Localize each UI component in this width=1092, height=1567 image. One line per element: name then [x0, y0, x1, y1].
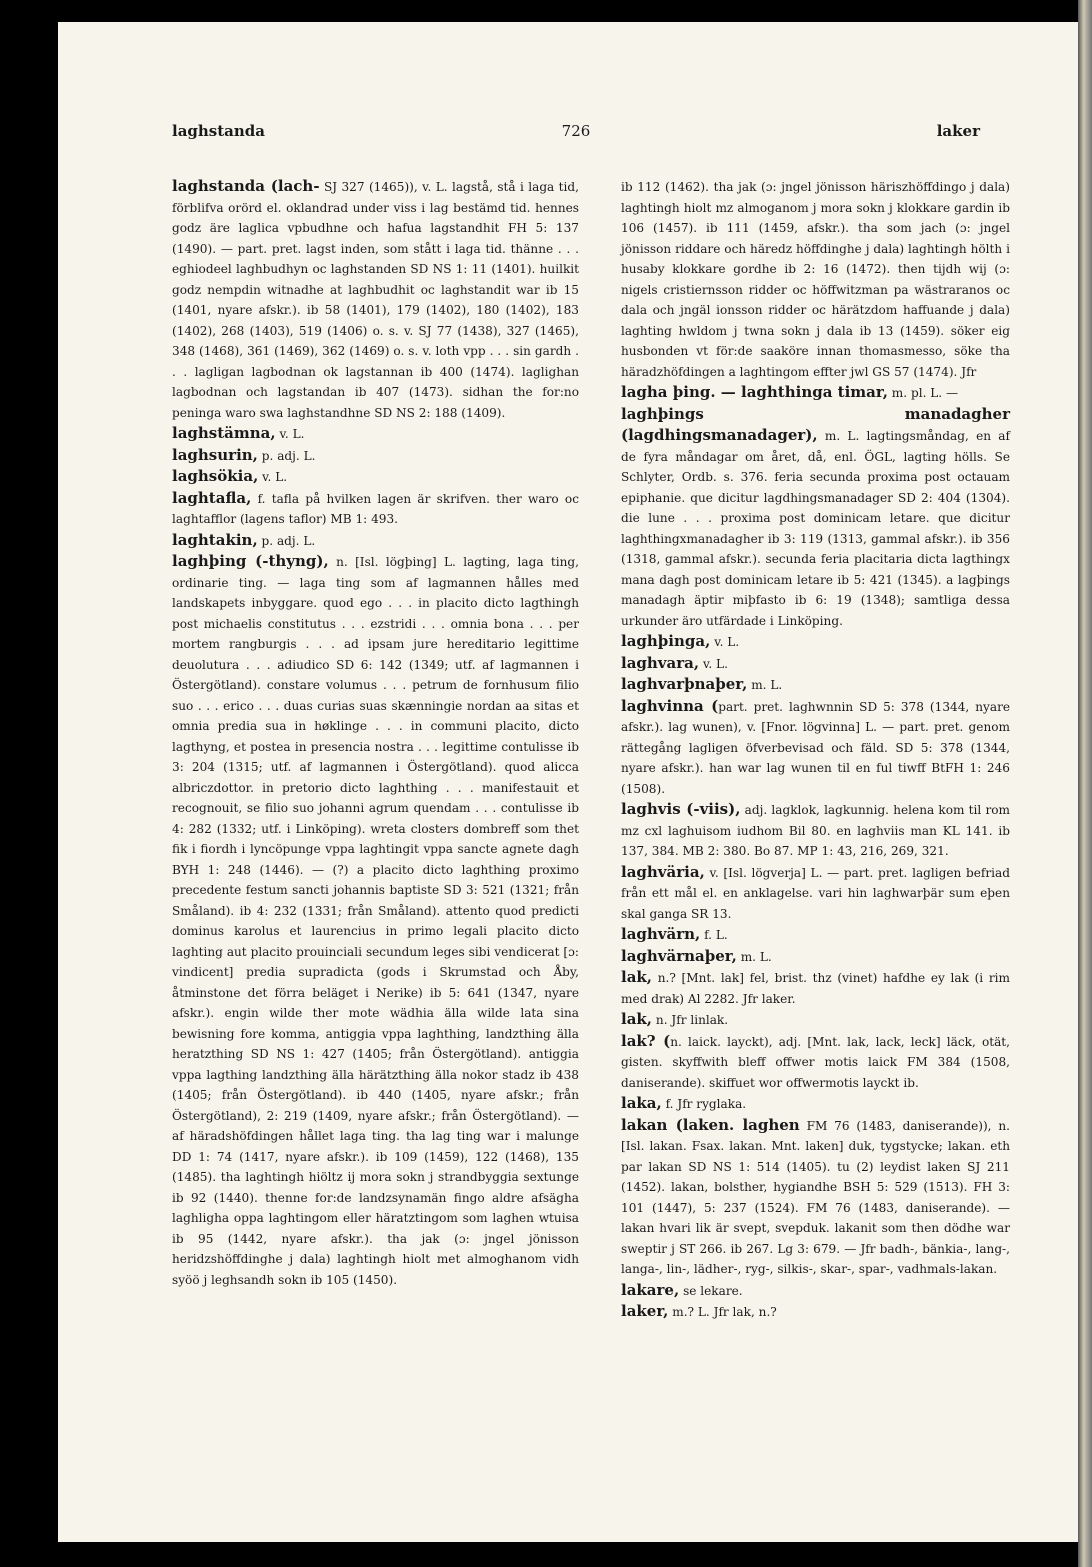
entry [621, 862, 1010, 925]
entry [172, 488, 579, 530]
header-left-guideword: laghstanda [172, 122, 266, 140]
headword: laghvärnaþer, [621, 946, 737, 965]
entry [621, 1009, 1010, 1031]
headword: laghvara, [621, 653, 700, 672]
left-column [172, 176, 579, 1290]
entry [621, 631, 1010, 653]
headword: laghþings manadagher (lagdhingsmanadager), [621, 404, 1010, 444]
entry [621, 674, 1010, 696]
headword: lagha þing. — laghthinga timar, [621, 383, 888, 401]
headword: laghstämna, [172, 424, 276, 442]
entry [621, 1031, 1010, 1094]
entry [172, 445, 579, 467]
headword: lak, [621, 1010, 653, 1028]
headword: laghþinga, [621, 632, 711, 650]
entry-text: v. L. [714, 635, 740, 649]
headword: laghvis (-viis), [621, 800, 741, 818]
entry [621, 1093, 1010, 1115]
page-number: 726 [561, 122, 591, 140]
entry [621, 1115, 1010, 1280]
entry-text: FM 76 (1483, daniserande)), n. [Isl. lakan. Fsax. lakan. Mnt. laken] duk, tygstycke; lakan. eth par lakan SD NS 1: 514 (1405). tu (2) leydist laken SJ 211 (1452). lakan, bolsther, hygiandhe BSH 5: 529 (1513). FH 3: 101 (1447), 5: 237 (1524). FM 76 (1483, daniserande). — lakan hvari lik är svept, svepduk. lakanit som then dödhe war sweptir j ST 266. ib 267. Lg 3: 679. — Jfr badh-, bänkia-, lang-, langa-, lin-, lädher-, ryg-, silkis-, skar-, spar-, vadhmals-lakan. [621, 1118, 1010, 1276]
entry [172, 551, 579, 1290]
entry-text: p. adj. L. [261, 448, 316, 463]
entry [621, 799, 1010, 862]
headword: laghsurin, [172, 445, 258, 464]
entry [621, 924, 1010, 946]
running-header [172, 122, 980, 144]
entry-text: adj. lagklok, lagkunnig. helena kom til rom mz cxl laghuisom iudhom Bil 80. en laghviis man KL 141. ib 137, 384. MB 2: 380. Bo 87. MP 1: 43, 216, 269, 321. [621, 803, 1010, 858]
headword: laghsökia, [172, 467, 259, 485]
entry-text: f. L. [704, 928, 728, 942]
entry-text: se lekare. [683, 1283, 743, 1298]
right-column [621, 176, 1010, 1323]
headword: laka, [621, 1094, 662, 1112]
headword: lakan (laken. laghen [621, 1115, 800, 1134]
headword: laghvarþnaþer, [621, 675, 748, 693]
entry [621, 946, 1010, 968]
entry [621, 1301, 1010, 1323]
entry [621, 176, 1010, 382]
entry-text: v. L. [279, 427, 305, 441]
entry [172, 530, 579, 552]
headword: lak? ( [621, 1031, 671, 1050]
headword: laghtafla, [172, 488, 252, 507]
entry [621, 696, 1010, 800]
entry-text: m. L. [751, 678, 783, 692]
entry [172, 466, 579, 488]
entry-text: m.? L. Jfr lak, n.? [672, 1305, 777, 1319]
entry-text: v. [Isl. lögverja] L. — part. pret. lagligen befriad från ett mål el. en anklagelse. vari hin laghwarþär sum eþen skal ganga SR 13. [621, 865, 1010, 921]
entry-text: m. L. [740, 949, 772, 964]
entry-text: n. Jfr linlak. [655, 1013, 729, 1027]
entry-text: n. [Isl. lögþing] L. lagting, laga ting, ordinarie ting. — laga ting som af lagmannen hålles med landskapets inbyggare. quod ego . . . in placito dicto lagthingh post michaelis constitutus . . . ezstridi . . . omnia bona . . . per mortem rangburgis . . . ad ipsam jure hereditario legittime deuolutura . . . adiudico SD 6: 142 (1349; utf. af lagmannen i Östergötland). constare volumus . . . petrum de fornhusum filio suo . . . erico . . . duas curias suas skænningie nordan aa sitas et omnia predia sua in høklinge . . . in communi placito, dicto lagthyng, et postea in presencia nostra . . . legittime contulisse ib 3: 204 (1315; utf. af lagmannen i Östergötland). quod alicca albriczdottor. in pretorio dicto laghthing . . . manifestauit et recognouit, se filio suo johanni agrum quendam . . . contulisse ib 4: 282 (1332; utf. i Linköping). wreta closters dombreff som thet fik i fiordh i lyncöpunge vppa laghtingit vppa sancte agnete dagh BYH 1: 248 (1446). — (?) a placito dicto laghthing proximo precedente festum sancti johannis baptiste SD 3: 521 (1321; från Småland). ib 4: 232 (1331; från Småland). attento quod predicti dominus karolus et laurencius in primo legali placito dicto laghting aut placito prouinciali secundum leges sibi vendicerat [ɔ: vindicent] predia supradicta (gods i Skrumstad och Åby, åtminstone det förra beläget i Nerike) ib 5: 641 (1347, nyare afskr.). engin wilde ther mote wädhia älla wilde lata sina bewisning fore komma, antiggia vppa laghthing, landzthing älla heratzthing SD NS 1: 427 (1405; från Östergötland). antiggia vppa lagthing landzthing älla härätzthing älla nokor stadz ib 438 (1405; från Östergötland). ib 440 (1405, nyare afskr.; från Östergötland), 2: 219 (1409, nyare afskr.; från Östergötland). — af häradshöfdingen hållet laga ting. tha lag ting war i malunge DD 1: 74 (1417, nyare afskr.). ib 109 (1459), 122 (1468), 135 (1485). tha laghtingh hiöltz ij mora sokn j strandbyggia sextunge ib 92 (1440). thenne for:de landzsynamän fingo aldre afsägha laghligha oppa laghtingom eller häratztingom som laghen wtuisa ib 95 (1442, nyare afskr.). tha jak (ɔ: jngel jönisson heridzshöffdinghe j dala) laghtingh hiolt met almoghanom vidh syöö j leghsandh sokn ib 105 (1450). [172, 555, 579, 1287]
entry-text: f. tafla på hvilken lagen är skrifven. ther waro oc laghtafflor (lagens taflor) MB 1: 493. [172, 491, 579, 526]
headword: laker, [621, 1302, 669, 1320]
entry-text: m. pl. L. — [891, 386, 959, 400]
headword: laghvinna ( [621, 696, 719, 715]
entry-text: SJ 327 (1465)), v. L. lagstå, stå i laga tid, förblifva orörd el. oklandrad under viss i lag bestämd tid. hennes godz äre laglica vpbudhne och hafua lagstandhit FH 5: 137 (1490). — part. pret. lagst inden, som stått i laga tid. thänne . . . eghiodeel laghbudhyn oc laghstanden SD NS 1: 11 (1401). huilkit godz nempdin witnadhe at laghbudhit oc laghstandit war ib 15 (1401, nyare afskr.). ib 58 (1401), 179 (1402), 180 (1402), 183 (1402), 268 (1403), 519 (1406) o. s. v. SJ 77 (1438), 327 (1465), 348 (1468), 361 (1469), 362 (1469) o. s. v. loth vpp . . . sin gardh . . . lagligan lagbodnan ok lagstannan ib 400 (1474). laglighan lagbodnan och lagstandan ib 407 (1473). sidhan the for:no peninga waro swa laghstandhne SD NS 2: 188 (1409). [172, 180, 579, 420]
headword: laghstanda (lach- [172, 177, 320, 195]
headword: lakare, [621, 1280, 680, 1299]
entry-text: m. L. lagtingsmåndag, en af de fyra måndagar om året, då, enl. ÖGL, lagting hölls. Se Schlyter, Ordb. s. 376. feria secunda proxima post octauam epiphanie. que dicitur lagdhingsmanadager SD 2: 404 (1304). die lune . . . proxima post dominicam letare. que dicitur laghthingxmanadagher ib 3: 119 (1313, gammal afskr.). ib 356 (1318, gammal afskr.). secunda feria placitaria dicta lagthingx mana dagh post dominicam letare ib 5: 421 (1345). a lagþings manadagh äptir miþfasto ib 6: 19 (1348); samtliga dessa urkunder äro utfärdade i Linköping. [621, 429, 1010, 628]
entry [172, 423, 579, 445]
entry-text: v. L. [262, 470, 288, 484]
entry-text: f. Jfr ryglaka. [665, 1097, 747, 1111]
entry-text: n. laick. layckt), adj. [Mnt. lak, lack, leck] läck, otät, gisten. skyffwith bleff offwer motis laick FM 384 (1508, daniserande). skiffuet wor offwermotis layckt ib. [621, 1034, 1011, 1090]
entry [621, 653, 1010, 675]
headword: lak, [621, 968, 653, 986]
headword: laghväria, [621, 862, 705, 881]
entry-text: v. L. [702, 656, 728, 671]
entry-text: ib 112 (1462). tha jak (ɔ: jngel jönisson häriszhöffdingo j dala) laghtingh hiolt mz almoganom j mora sokn j klokkare gardin ib 106 (1457). ib 111 (1459, afskr.). tha som jach (ɔ: jngel jönisson riddare och häredz höffdinghe j dala) laghtingh hölth i husaby klokkare gordhe ib 2: 16 (1472). then tijdh wij (ɔ: nigels cristiernsson ridder oc höffwitzman pa wästraranos oc dala och jngäl ionsson ridder oc härätzdom haffuande j dala) laghting hwldom j twna sokn j dala ib 13 (1459). söker eig husbonden vt för:de saaköre innan thomasmesso, söke tha häradzhöfdingen a laghtingom effter jwl GS 57 (1474). Jfr [621, 180, 1010, 379]
entry-text: part. pret. laghwnnin SD 5: 378 (1344, nyare afskr.). lag wunen), v. [Fnor. lögvinna] L. — part. pret. genom rättegång lagligen öfverbevisad och fäld. SD 5: 378 (1344, nyare afskr.). han war lag wunen til en ful tiwff BtFH 1: 246 (1508). [621, 699, 1011, 796]
header-right-guideword: laker [936, 122, 980, 140]
entry-text: n.? [Mnt. lak] fel, brist. thz (vinet) hafdhe ey lak (i rim med drak) Al 2282. Jfr laker. [621, 971, 1010, 1006]
entry [621, 1280, 1010, 1302]
book-edge [1078, 0, 1092, 1567]
entry-text: p. adj. L. [261, 533, 316, 548]
entry [621, 382, 1010, 404]
entry [621, 967, 1010, 1009]
headword: laghtakin, [172, 530, 258, 549]
entry [621, 404, 1010, 632]
headword: laghþing (-thyng), [172, 552, 329, 570]
entry [172, 176, 579, 423]
headword: laghvärn, [621, 925, 701, 943]
